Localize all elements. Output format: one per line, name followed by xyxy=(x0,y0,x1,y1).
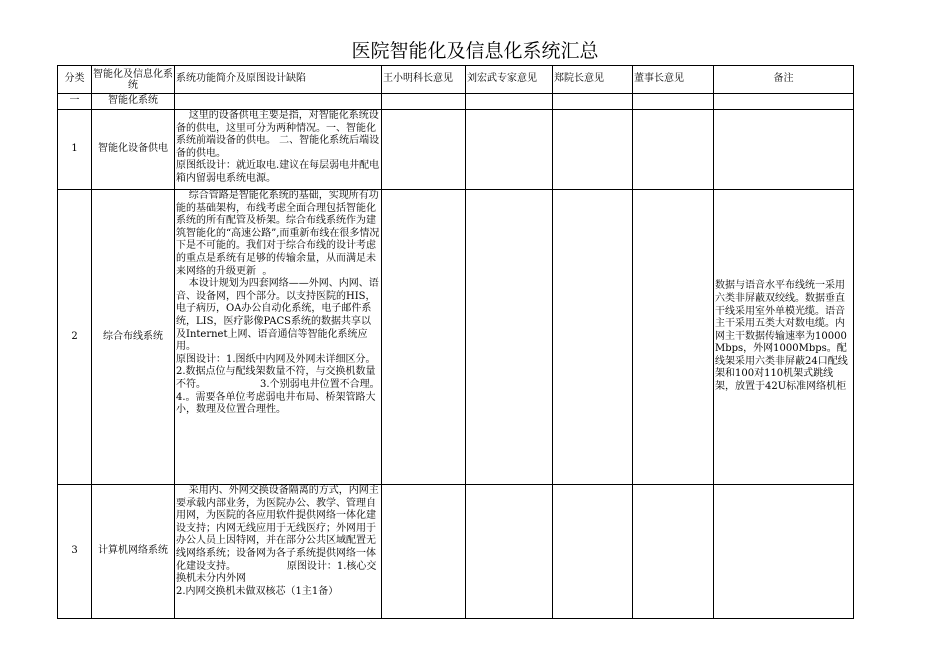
header-liu-opinion: 刘宏武专家意见 xyxy=(466,66,553,94)
summary-table xyxy=(57,65,854,619)
chair-opinion-cell[interactable] xyxy=(633,110,714,190)
liu-opinion-cell[interactable] xyxy=(466,110,553,190)
row-note xyxy=(714,485,854,619)
table-row xyxy=(58,190,854,485)
liu-opinion-cell[interactable] xyxy=(466,485,553,619)
wang-opinion-cell[interactable] xyxy=(382,190,466,485)
header-zheng-opinion: 郑院长意见 xyxy=(553,66,633,94)
row-description xyxy=(175,190,382,485)
zheng-opinion-cell[interactable] xyxy=(553,485,633,619)
header-wang-opinion: 王小明科长意见 xyxy=(382,66,466,94)
header-system: 智能化及信息化系统 xyxy=(92,66,175,94)
zheng-opinion-cell[interactable] xyxy=(553,110,633,190)
row-system: 综合布线系统 xyxy=(92,190,175,485)
header-row xyxy=(58,66,854,94)
table-row xyxy=(58,110,854,190)
row-note xyxy=(714,110,854,190)
category-row xyxy=(58,94,854,110)
row-description xyxy=(175,485,382,619)
row-note: 数据与语音水平布线统一采用六类非屏蔽双绞线。数据垂直干线采用室外单模光缆。语音主干采用五类大对数电缆。内网主干数据传输速率为10000Mbps，外网1000Mbps。配线架采用六类非屏蔽24口配线架和100对110机架式跳线架，放置于42U标准网络机柜 xyxy=(714,190,854,485)
zheng-opinion-cell[interactable] xyxy=(553,190,633,485)
row-description-text: 综合管路是智能化系统的基础，实现所有功能的基础架构，布线考虑全面合理包括智能化系统的所有配管及桥架。综合布线系统作为建筑智能化的“高速公路”,而重新布线在很多情况下是不可能的。我们对于综合布线的设计考虑的重点是系统有足够的传输余量，从而满足未来网络的升级更新 。 本设计规划为四套网络——外网、内网、语音、设备网，四个部分。以支持医院的HIS，电子病历，OA办公自动化系统，电子邮件系统，LIS，医疗影像PACS系统的数据共享以及Internet上网、语音通信等智能化系统应用。 原图设计：1.图纸中内网及外网未详细区分。 2.数据点位与配线架数量不符，与交换机数量不符。 3.个别弱电井位置不合理。4.。需要各单位考虑弱电井布局、桥架管路大小，数理及位置合理性。 xyxy=(176,190,380,416)
row-index: 3 xyxy=(58,485,92,619)
page-title: 医院智能化及信息化系统汇总 xyxy=(351,40,599,62)
wang-opinion-cell[interactable] xyxy=(382,485,466,619)
header-chair-opinion: 董事长意见 xyxy=(633,66,714,94)
liu-opinion-cell[interactable] xyxy=(466,190,553,485)
row-description-text: 采用内、外网交换设备隔离的方式，内网主要承载内部业务，为医院办公、教学、管理自用网，为医院的各应用软件提供网络一体化建设支持；内网无线应用于无线医疗；外网用于办公人员上因特网，并在部分公共区域配置无线网络系统；设备网为各子系统提供网络一体化建设支持。 原图设计：1.核心交换机未分内外网 2.内网交换机未做双核芯（1主1备） xyxy=(176,485,379,597)
row-index: 2 xyxy=(58,190,92,485)
category-name: 智能化系统 xyxy=(92,94,175,110)
header-note: 备注 xyxy=(714,66,854,94)
row-description xyxy=(175,110,382,190)
row-index: 1 xyxy=(58,110,92,190)
category-index: 一 xyxy=(58,94,92,110)
header-description: 系统功能简介及原图设计缺陷 xyxy=(175,66,382,94)
table-row xyxy=(58,485,854,619)
row-description-text: 这里的设备供电主要是指，对智能化系统设备的供电，这里可分为两种情况。一、智能化系统前端设备的供电。 二、智能化系统后端设备的供电。 原图纸设计：就近取电.建议在每层弱电井配电箱内留弱电系统电源。 xyxy=(176,110,380,184)
row-system: 计算机网络系统 xyxy=(92,485,175,619)
row-system: 智能化设备供电 xyxy=(92,110,175,190)
header-category: 分类 xyxy=(58,66,92,94)
chair-opinion-cell[interactable] xyxy=(633,190,714,485)
wang-opinion-cell[interactable] xyxy=(382,110,466,190)
chair-opinion-cell[interactable] xyxy=(633,485,714,619)
